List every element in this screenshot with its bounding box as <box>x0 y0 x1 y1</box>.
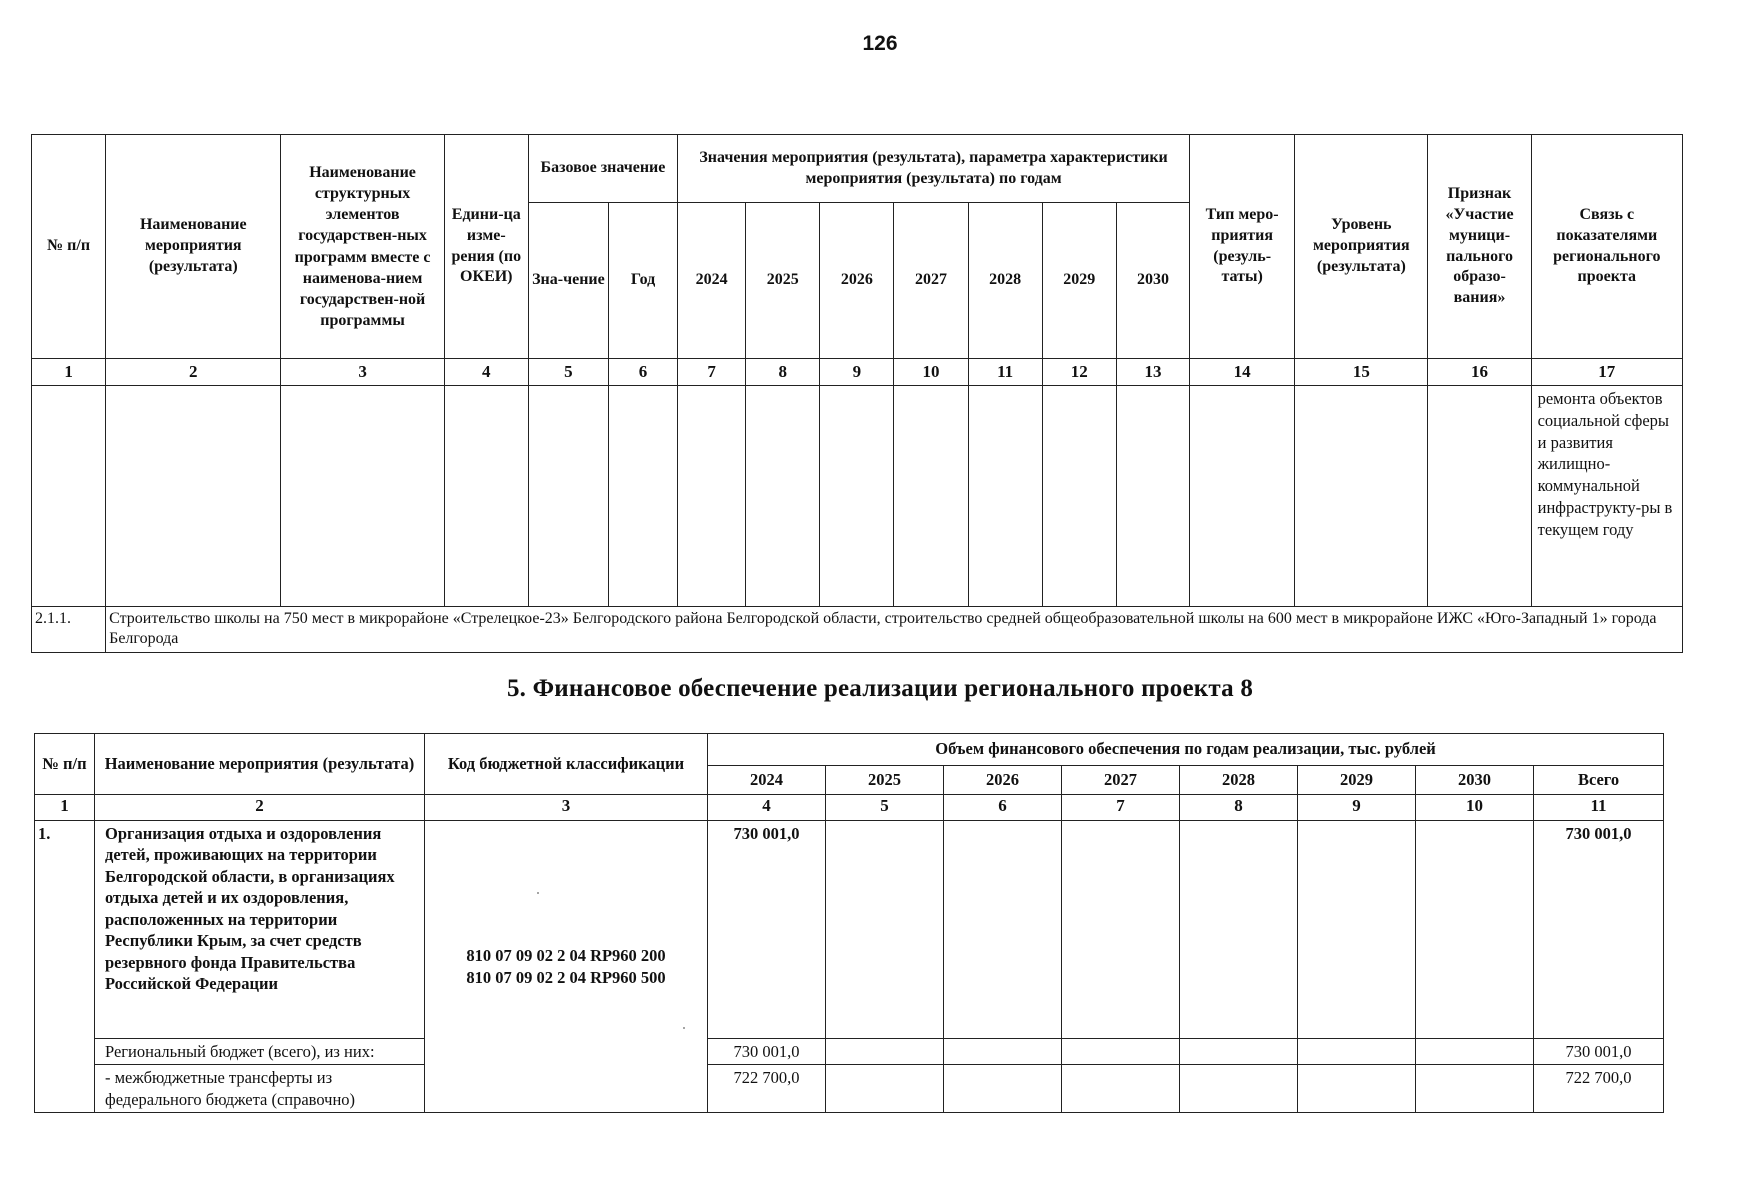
fin-header-year: 2027 <box>1062 766 1180 795</box>
header-unit: Едини-ца изме-рения (по ОКЕИ) <box>444 135 528 359</box>
budget-code-line: 810 07 09 02 2 04 RP960 500 <box>466 967 666 987</box>
column-number: 5 <box>528 359 608 386</box>
column-number: 16 <box>1428 359 1531 386</box>
column-number-row <box>32 359 1683 386</box>
header-year: 2026 <box>820 203 894 359</box>
section-title: 5. Финансовое обеспечение реализации регионального проекта 8 <box>506 675 1254 702</box>
column-number: 15 <box>1295 359 1428 386</box>
column-number: 4 <box>708 795 826 821</box>
events-table <box>31 134 1683 653</box>
column-number: 1 <box>35 795 95 821</box>
column-number: 11 <box>1534 795 1664 821</box>
column-number: 4 <box>444 359 528 386</box>
fin-header-event-name: Наименование мероприятия (результата) <box>95 734 425 795</box>
table-row <box>35 1039 1664 1065</box>
column-number: 6 <box>944 795 1062 821</box>
fin-value-2024: 722 700,0 <box>708 1065 826 1113</box>
column-number: 1 <box>32 359 106 386</box>
financing-table <box>34 733 1664 1113</box>
column-number: 8 <box>1180 795 1298 821</box>
table-row <box>32 607 1683 653</box>
header-base-value-year: Год <box>608 203 677 359</box>
header-event-name: Наименование мероприятия (результата) <box>106 135 281 359</box>
fin-value-2024: 730 001,0 <box>708 821 826 1039</box>
header-event-type: Тип меро-приятия (резуль-таты) <box>1190 135 1295 359</box>
column-number: 9 <box>1298 795 1416 821</box>
fin-value-total: 730 001,0 <box>1534 1039 1664 1065</box>
column-number: 2 <box>106 359 281 386</box>
column-number: 17 <box>1531 359 1682 386</box>
event-text: Строительство школы на 750 мест в микрорайоне «Стрелецкое-23» Белгородского района Белгородской области, строительство средней общеобразовательной школы на 600 мест в микрорайоне ИЖС «Юго-Западный 1» города Белгорода <box>106 607 1683 653</box>
fin-header-volume: Объем финансового обеспечения по годам реализации, тыс. рублей <box>708 734 1664 766</box>
header-year: 2029 <box>1042 203 1116 359</box>
continuation-text: ремонта объектов социальной сферы и развития жилищно-коммунальной инфраструкту-ры в текущем году <box>1531 386 1682 607</box>
event-num: 2.1.1. <box>32 607 106 653</box>
column-number: 8 <box>746 359 820 386</box>
fin-header-num: № п/п <box>35 734 95 795</box>
fin-header-year: 2029 <box>1298 766 1416 795</box>
header-year: 2027 <box>894 203 968 359</box>
fin-value-total: 722 700,0 <box>1534 1065 1664 1113</box>
fin-header-budget-code: Код бюджетной классификации <box>425 734 708 795</box>
header-year: 2025 <box>746 203 820 359</box>
fin-header-total: Всего <box>1534 766 1664 795</box>
header-year: 2028 <box>968 203 1042 359</box>
column-number: 3 <box>425 795 708 821</box>
column-number: 7 <box>678 359 746 386</box>
budget-code-line: 810 07 09 02 2 04 RP960 200 <box>466 946 666 966</box>
fin-header-year: 2026 <box>944 766 1062 795</box>
header-base-value-val: Зна-чение <box>528 203 608 359</box>
scan-speck <box>537 892 539 894</box>
column-number: 10 <box>894 359 968 386</box>
header-municipal: Признак «Участие муници-пального образо-вания» <box>1428 135 1531 359</box>
fin-value-total: 730 001,0 <box>1534 821 1664 1039</box>
page-number: 126 <box>862 32 898 55</box>
column-number: 10 <box>1416 795 1534 821</box>
fin-header-year: 2028 <box>1180 766 1298 795</box>
fin-header-year: 2025 <box>826 766 944 795</box>
column-number: 3 <box>281 359 444 386</box>
column-number: 9 <box>820 359 894 386</box>
column-number: 2 <box>95 795 425 821</box>
column-number: 7 <box>1062 795 1180 821</box>
continuation-row <box>32 386 1683 607</box>
fin-row-num: 1. <box>35 821 95 1113</box>
header-structural-elements: Наименование структурных элементов государствен-ных программ вместе с наименова-нием государствен-ной программы <box>281 135 444 359</box>
fin-row-name: Организация отдыха и оздоровления детей, проживающих на территории Белгородской области, в организациях отдыха детей и их оздоровления, расположенных на территории Республики Крым, за счет средств резервного фонда Правительства Российской Федерации <box>95 821 425 1039</box>
fin-budget-code <box>425 821 708 1113</box>
column-number: 6 <box>608 359 677 386</box>
column-number: 14 <box>1190 359 1295 386</box>
header-year: 2030 <box>1116 203 1189 359</box>
header-year: 2024 <box>678 203 746 359</box>
table-row <box>35 821 1664 1039</box>
column-number: 13 <box>1116 359 1189 386</box>
fin-column-number-row <box>35 795 1664 821</box>
fin-row-name: Региональный бюджет (всего), из них: <box>95 1039 425 1065</box>
column-number: 12 <box>1042 359 1116 386</box>
header-num: № п/п <box>32 135 106 359</box>
column-number: 5 <box>826 795 944 821</box>
header-link: Связь с показателями регионального проекта <box>1531 135 1682 359</box>
fin-header-year: 2024 <box>708 766 826 795</box>
table-row <box>35 1065 1664 1113</box>
fin-header-year: 2030 <box>1416 766 1534 795</box>
header-base-value: Базовое значение <box>528 135 677 203</box>
fin-row-name: - межбюджетные трансферты из федерального бюджета (справочно) <box>95 1065 425 1113</box>
header-event-level: Уровень мероприятия (результата) <box>1295 135 1428 359</box>
fin-value-2024: 730 001,0 <box>708 1039 826 1065</box>
column-number: 11 <box>968 359 1042 386</box>
scan-speck <box>683 1027 685 1029</box>
header-values-by-year: Значения мероприятия (результата), параметра характеристики мероприятия (результата) по годам <box>678 135 1190 203</box>
